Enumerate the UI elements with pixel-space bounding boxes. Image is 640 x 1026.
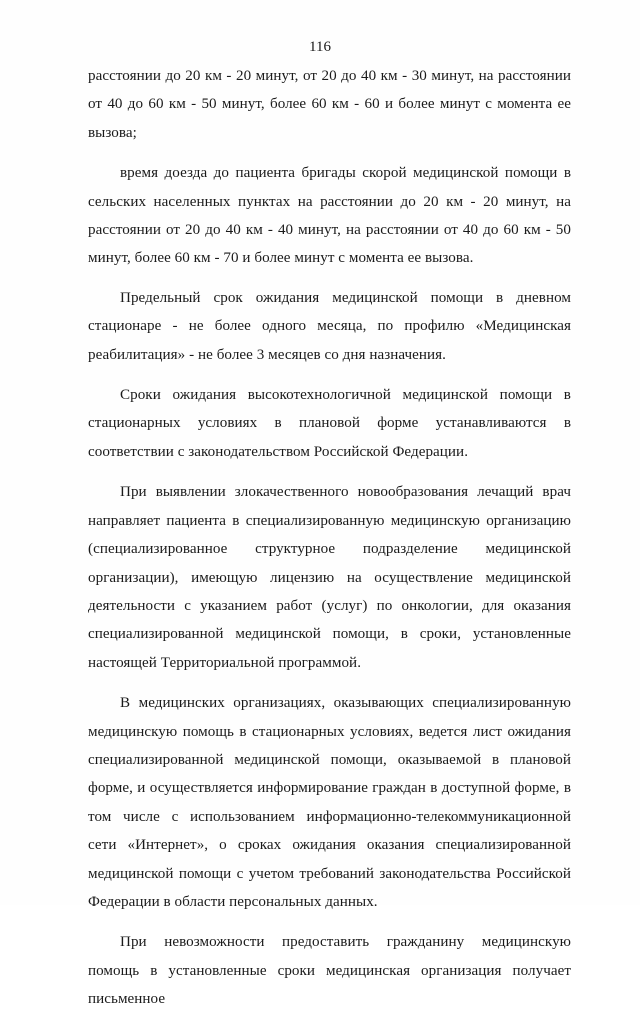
body-text <box>88 62 571 1026</box>
paragraph-high-tech-care: Сроки ожидания высокотехнологичной медицинской помощи в стационарных условиях в плановой форме устанавливаются в соответствии с законодательством Российской Федерации. <box>88 387 571 460</box>
paragraph-oncology-referral: При выявлении злокачественного новообразования лечащий врач направляет пациента в специализированную медицинскую организацию (специализированное структурное подразделение медицинской организации), имеющую лицензию на осуществление медицинской деятельности с указанием работ (услуг) по онкологии, для оказания специализированной медицинской помощи, в сроки, установленные настоящей Территориальной программой. <box>88 484 571 671</box>
paragraph-rural-response-time: время доезда до пациента бригады скорой медицинской помощи в сельских населенных пунктах на расстоянии до 20 км - 20 минут, на расстоянии от 20 до 40 км - 40 минут, на расстоянии от 40 до 60 км - 50 минут, более 60 км - 70 и более минут с момента ее вызова. <box>88 165 571 267</box>
paragraph-waiting-list: В медицинских организациях, оказывающих специализированную медицинскую помощь в стационарных условиях, ведется лист ожидания специализированной медицинской помощи, оказываемой в плановой форме, и осуществляется информирование граждан в доступной форме, в том числе с использованием информационно-телекоммуникационной сети «Интернет», о сроках ожидания оказания специализированной медицинской помощи с учетом требований законодательства Российской Федерации в области персональных данных. <box>88 695 571 910</box>
page-number: 116 <box>309 39 331 55</box>
paragraph-impossibility: При невозможности предоставить гражданину медицинскую помощь в установленные сроки медицинская организация получает письменное <box>88 934 571 1008</box>
paragraph-day-hospital-wait: Предельный срок ожидания медицинской помощи в дневном стационаре - не более одного месяца, по профилю «Медицинская реабилитация» - не более 3 месяцев со дня назначения. <box>88 289 571 363</box>
paragraph-continuation: расстоянии до 20 км - 20 минут, от 20 до 40 км - 30 минут, на расстоянии от 40 до 60 км - 50 минут, более 60 км - 60 и более минут с момента ее вызова; <box>88 68 571 141</box>
